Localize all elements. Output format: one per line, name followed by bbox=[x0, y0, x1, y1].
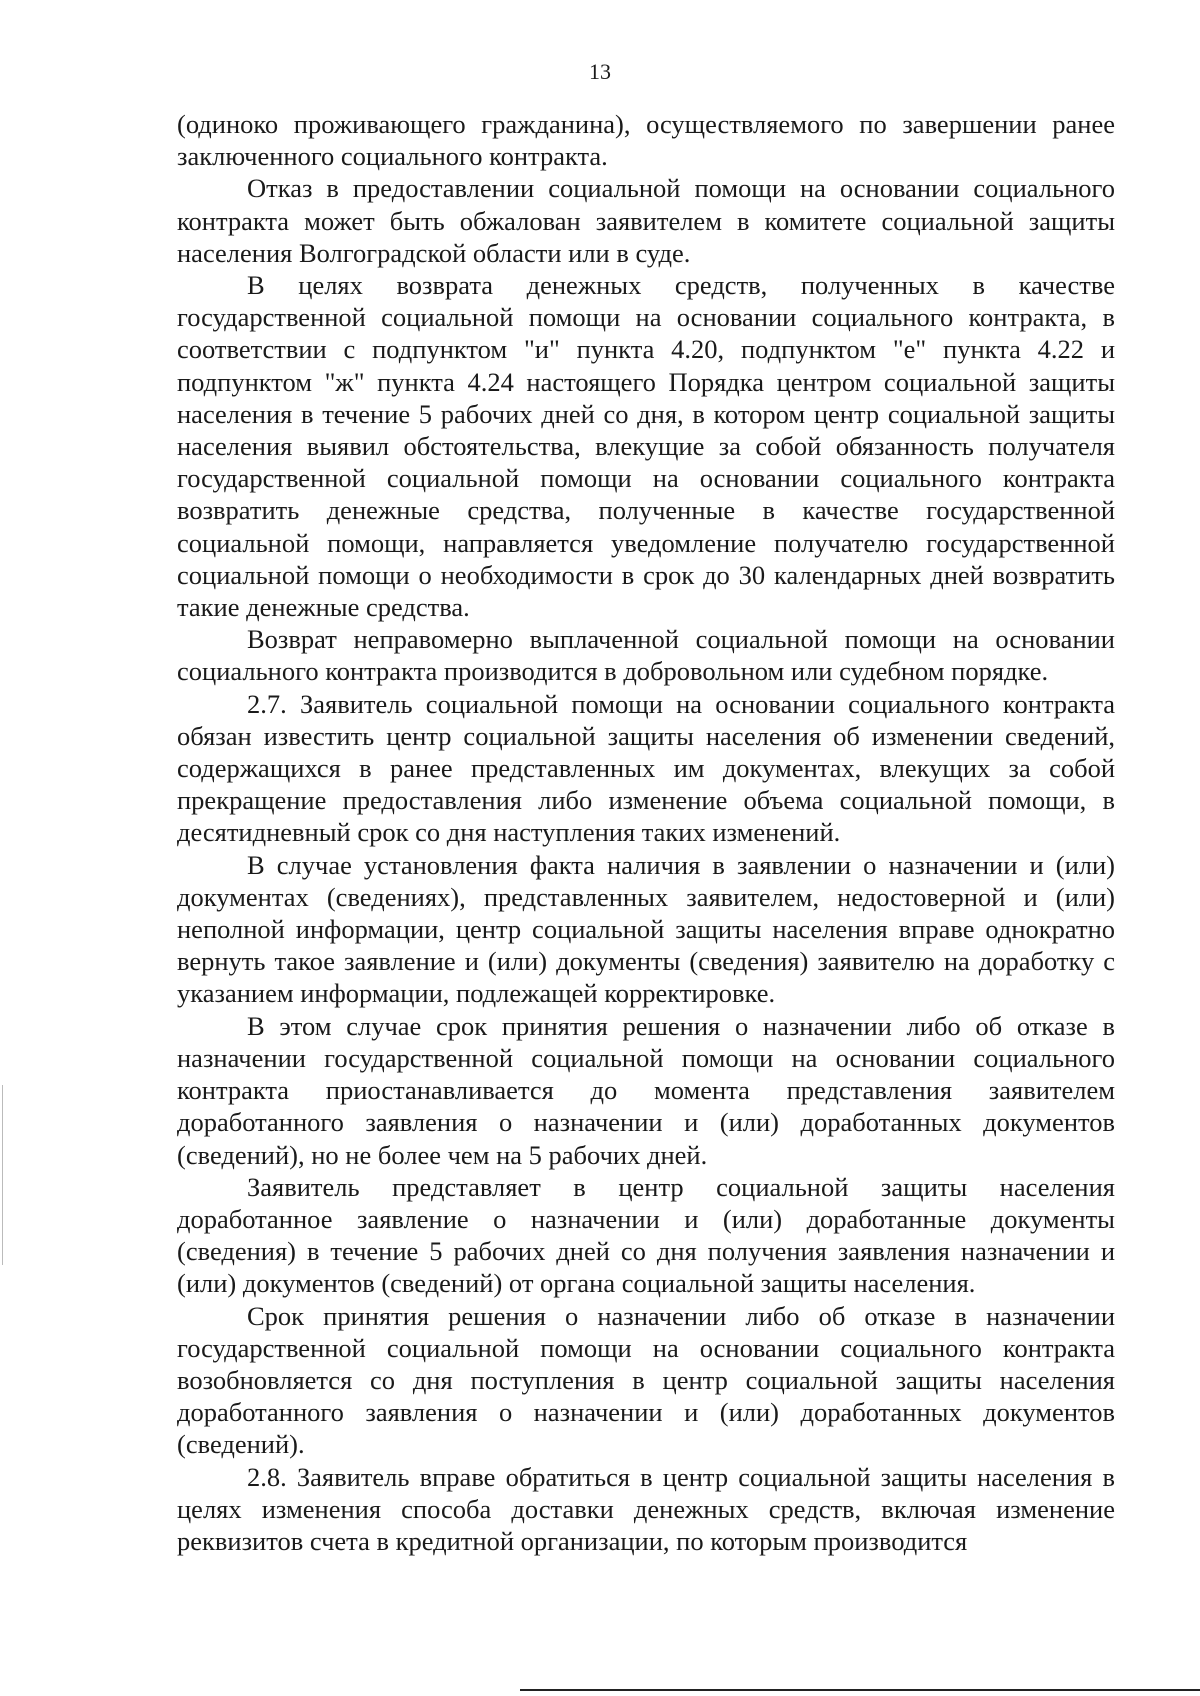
paragraph-refund-procedure: Возврат неправомерно выплаченной социальной помощи на основании социального контракта производится в добровольном или судебном порядке. bbox=[177, 624, 1115, 687]
paragraph-resubmission: Заявитель представляет в центр социальной защиты населения доработанное заявление о назначении и (или) доработанные документы (сведения) в течение 5 рабочих дней со дня получения заявления назначении и (или) документов (сведений) от органа социальной защиты населения. bbox=[177, 1171, 1115, 1299]
paragraph-decision-suspension: В этом случае срок принятия решения о назначении либо об отказе в назначении государственной социальной помощи на основании социального контракта приостанавливается до момента представления заявителем доработанного заявления о назначении и (или) доработанных документов (сведений), но не более чем на 5 рабочих дней. bbox=[177, 1010, 1115, 1170]
paragraph-section-2-7: 2.7. Заявитель социальной помощи на основании социального контракта обязан известить центр социальной защиты населения об изменении сведений, содержащихся в ранее представленных им документах, влекущих за собой прекращение предоставления либо изменение объема социальной помощи, в десятидневный срок со дня наступления таких изменений. bbox=[177, 688, 1115, 848]
paragraph-incomplete-info: В случае установления факта наличия в заявлении о назначении и (или) документах (сведениях), представленных заявителем, недостоверной и (или) неполной информации, центр социальной защиты населения вправе однократно вернуть такое заявление и (или) документы (сведения) заявителю на доработку с указанием информации, подлежащей корректировке. bbox=[177, 849, 1115, 1009]
scan-edge-mark bbox=[2, 1085, 3, 1265]
page-number: 13 bbox=[589, 59, 611, 84]
paragraph-refund-notice: В целях возврата денежных средств, полученных в качестве государственной социальной помощи на основании социального контракта, в соответствии с подпунктом "и" пункта 4.20, подпунктом "е" пункта 4.22 и подпунктом "ж" пункта 4.24 настоящего Порядка центром социальной защиты населения в течение 5 рабочих дней со дня, в котором центр социальной защиты населения выявил обстоятельства, влекущие за собой обязанность получателя государственной социальной помощи на основании социального контракта возвратить денежные средства, полученные в качестве государственной социальной помощи, направляется уведомление получателю государственной социальной помощи о необходимости в срок до 30 календарных дней возвратить такие денежные средства. bbox=[177, 270, 1115, 623]
document-body bbox=[177, 108, 1115, 1557]
paragraph-section-2-8: 2.8. Заявитель вправе обратиться в центр социальной защиты населения в целях изменения способа доставки денежных средств, включая изменение реквизитов счета в кредитной организации, по которым производится bbox=[177, 1461, 1115, 1556]
scan-bottom-rule bbox=[520, 1689, 1200, 1691]
paragraph-appeal-refusal: Отказ в предоставлении социальной помощи на основании социального контракта может быть обжалован заявителем в комитете социальной защиты населения Волгоградской области или в суде. bbox=[177, 173, 1115, 268]
paragraph-continuation: (одиноко проживающего гражданина), осуществляемого по завершении ранее заключенного социального контракта. bbox=[177, 109, 1115, 172]
paragraph-decision-resumption: Срок принятия решения о назначении либо об отказе в назначении государственной социальной помощи на основании социального контракта возобновляется со дня поступления в центр социальной защиты населения доработанного заявления о назначении и (или) доработанных документов (сведений). bbox=[177, 1300, 1115, 1460]
